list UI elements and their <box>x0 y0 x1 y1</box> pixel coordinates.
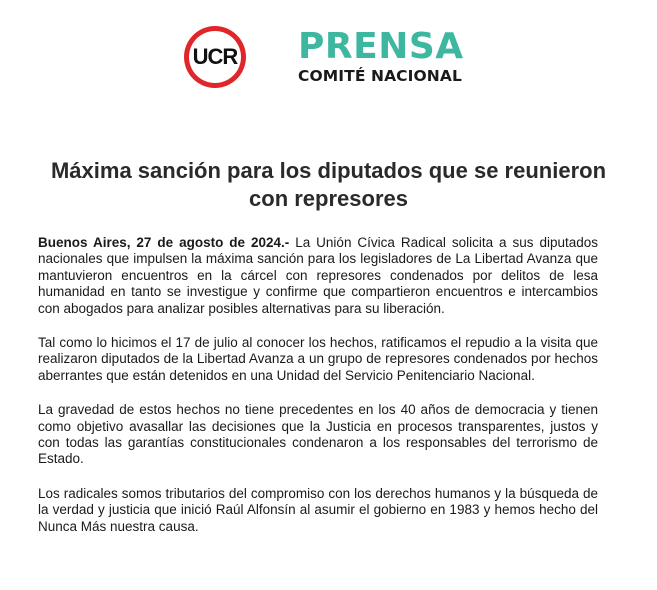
paragraph-4: Los radicales somos tributarios del compromiso con los derechos humanos y la búsqueda de la verdad y justicia que inició Raúl Alfonsín al asumir el gobierno en 1983 y hemos hecho del Nunca Más nuestra causa. <box>38 485 598 534</box>
ucr-logo-text: UCR <box>192 44 238 69</box>
dateline: Buenos Aires, 27 de agosto de 2024.- <box>38 235 290 250</box>
ucr-logo <box>184 26 246 88</box>
paragraph-3: La gravedad de estos hechos no tiene precedentes en los 40 años de democracia y tienen como objetivo avasallar las decisiones que la Justicia en procesos transparentes, justos y con todas las garantías constitucionales condenaron a los responsables del terrorismo de Estado. <box>38 402 598 467</box>
paragraph-1 <box>38 235 598 317</box>
article-title: Máxima sanción para los diputados que se reunieron con represores <box>50 158 607 211</box>
paragraph-1-text: La Unión Cívica Radical solicita a sus diputados nacionales que impulsen la máxima sanción para los legisladores de La Libertad Avanza que mantuvieron encuentros en la cárcel con represores condenados por delitos de lesa humanidad en tanto se investigue y confirme que compartieron encuentros e intercambios con abogados para analizar posibles alternativas para su liberación. <box>38 235 598 316</box>
prensa-wordmark: PRENSA <box>298 26 464 67</box>
prensa-subtitle: COMITÉ NACIONAL <box>298 67 462 85</box>
article-body <box>38 235 598 553</box>
paragraph-2: Tal como lo hicimos el 17 de julio al conocer los hechos, ratificamos el repudio a la visita que realizaron diputados de la Libertad Avanza a un grupo de represores condenados por hechos aberrantes que están detenidos en una Unidad del Servicio Penitenciario Nacional. <box>38 335 598 383</box>
press-header <box>0 0 657 110</box>
